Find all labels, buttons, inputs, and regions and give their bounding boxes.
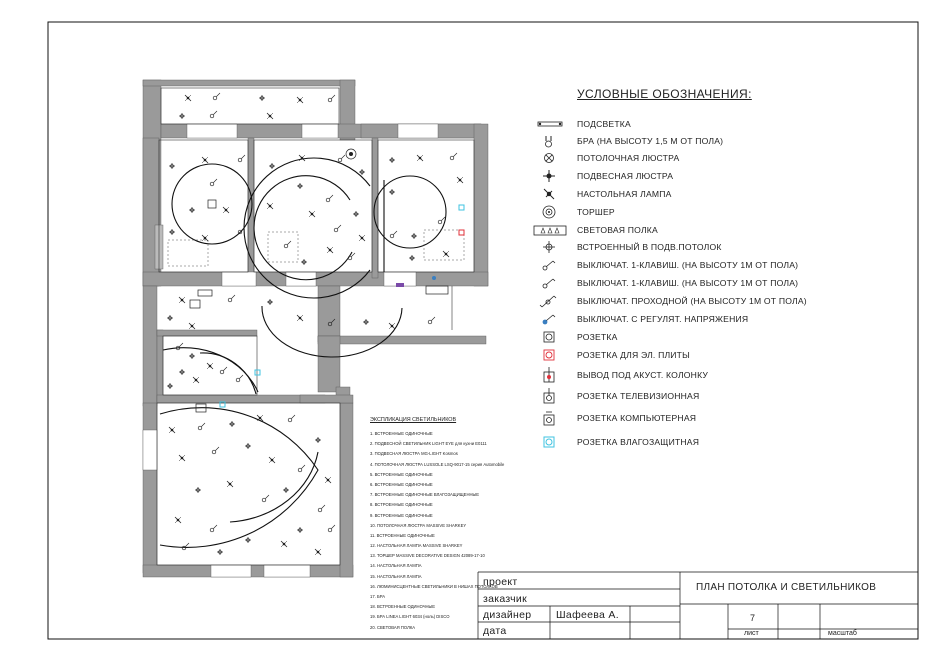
legend-item [533,388,833,404]
fixture-mark [297,527,303,533]
spec-item: 18. ВСТРОЕННЫЕ ОДИНОЧНЫЕ [370,604,436,610]
drawing-title: ПЛАН ПОТОЛКА И СВЕТИЛЬНИКОВ [696,582,877,593]
fixture-mark [207,363,213,369]
fixture-mark [169,229,175,235]
sheet-number: 7 [750,613,756,623]
fixture-mark [220,367,227,374]
fixture-mark [189,207,195,213]
fixture-mark [299,155,305,161]
legend-item-label: РОЗЕТКА КОМПЬЮТЕРНАЯ [577,413,697,423]
fixture-mark [179,369,185,375]
fixture-mark [167,383,173,389]
legend-title: УСЛОВНЫЕ ОБОЗНАЧЕНИЯ: [577,87,752,101]
fixture-mark [284,241,291,248]
switch-1key-icon [533,275,567,291]
fixture-mark [389,189,395,195]
tv-socket-icon [533,388,567,404]
pendant-chandelier-icon [533,168,567,184]
fixture-mark [189,323,195,329]
fixture-mark [353,211,359,217]
fixture-mark [348,253,355,260]
fixture-mark [169,427,175,433]
legend-item [533,239,833,255]
legend-item-label: ПОДВЕСНАЯ ЛЮСТРА [577,171,674,181]
fixture-mark [315,549,321,555]
fixture-mark [327,247,333,253]
fixture-mark [389,157,395,163]
spec-item: 15. НАСТОЛЬНАЯ ЛАМПА [370,573,422,579]
fixture-mark [267,299,273,305]
spec-item: 11. ВСТРОЕННЫЕ ОДИНОЧНЫЕ [370,532,435,538]
spec-item: 2. ПОДВЕСНОЙ СВЕТИЛЬНИК LIGHT EYE для кухни E0111 [370,441,487,447]
designer-name: Шафеева А. [556,609,619,621]
legend-item-label: ТОРШЕР [577,207,615,217]
fixture-mark [328,525,335,532]
spec-item: 4. ПОТОЛОЧНАЯ ЛЮСТРА LUSSOLE LSQ-9017-15 серия Automobile [370,461,505,467]
legend-item [533,168,833,184]
legend-item-label: СВЕТОВАЯ ПОЛКА [577,225,658,235]
spec-item: 10. ПОТОЛОЧНАЯ ЛЮСТРА MASSIVE SHARKEY [370,522,467,528]
legend-item-label: ВСТРОЕННЫЙ В ПОДВ.ПОТОЛОК [577,242,722,252]
spec-item: 9. ВСТРОЕННЫЕ ОДИНОЧНЫЕ [370,512,433,518]
legend-item-label: РОЗЕТКА ДЛЯ ЭЛ. ПЛИТЫ [577,350,690,360]
spec-item: 14. НАСТОЛЬНАЯ ЛАМПА [370,563,422,569]
fixture-mark [328,95,335,102]
stove-socket-icon [533,347,567,363]
fixture-mark [210,179,217,186]
legend-item-label: РОЗЕТКА ВЛАГОЗАЩИТНАЯ [577,437,700,447]
fixture-mark [175,517,181,523]
fixture-mark [227,481,233,487]
legend-item-label: ВЫКЛЮЧАТ. 1-КЛАВИШ. (НА ВЫСОТУ 1М ОТ ПОЛА) [577,260,799,270]
fixture-mark [428,317,435,324]
fixture-mark [334,225,341,232]
fixture-mark [179,113,185,119]
legend-item-label: НАСТОЛЬНАЯ ЛАМПА [577,189,672,199]
label-designer: дизайнер [483,609,532,621]
legend-item-label: ВЫКЛЮЧАТ. 1-КЛАВИШ. (НА ВЫСОТУ 1М ОТ ПОЛА) [577,278,799,288]
label-date: дата [483,625,507,637]
fixture-mark [179,297,185,303]
fixture-mark [269,457,275,463]
label-client: заказчик [483,593,527,605]
fixture-mark [245,443,251,449]
speaker-outlet-icon [533,367,567,383]
legend-item-label: ПОТОЛОЧНАЯ ЛЮСТРА [577,153,680,163]
legend-item [533,204,833,220]
fixture-mark [359,235,365,241]
legend-item [533,275,833,291]
fixture-mark [309,211,315,217]
fixture-mark [411,233,417,239]
fixture-mark [198,423,205,430]
legend-item [533,293,833,309]
legend-item [533,133,833,149]
legend-item [533,311,833,327]
fixture-mark [417,155,423,161]
fixture-mark [229,421,235,427]
legend-item-label: РОЗЕТКА ТЕЛЕВИЗИОННАЯ [577,391,700,401]
fixture-mark [443,251,449,257]
fixture-mark [288,415,295,422]
furniture-dashed [168,230,464,266]
fixture-mark [217,549,223,555]
legend-item [533,434,833,450]
spec-item: 1. ВСТРОЕННЫЕ ОДИНОЧНЫЕ [370,431,433,436]
fixture-mark [297,315,303,321]
floor-lamp-icon [533,204,567,220]
fixture-mark [318,505,325,512]
fixture-mark [267,113,273,119]
fixture-mark [245,537,251,543]
spec-item: 6. ВСТРОЕННЫЕ ОДИНОЧНЫЕ [370,481,433,487]
spec-item: 17. БРА [370,594,386,599]
ceiling-chandelier-icon [533,150,567,166]
fixture-mark [259,95,265,101]
legend-item-label: ВЫВОД ПОД АКУСТ. КОЛОНКУ [577,370,709,380]
fixture-mark [185,95,191,101]
table-lamp-icon [533,186,567,202]
fixture-mark [176,343,183,350]
pass-switch-icon [533,293,567,309]
fixture-mark [283,487,289,493]
legend-item [533,222,833,238]
spec-item: 19. БРА LINEA LIGHT 6034 (ноль) DISCO [370,614,450,620]
fixture-mark [409,255,415,261]
fixture-mark [238,155,245,162]
legend-item [533,367,833,383]
legend-item [533,347,833,363]
legend-item [533,186,833,202]
spec-item: 20. СВЕТОВАЯ ПОЛКА [370,624,416,630]
fixture-mark [315,437,321,443]
switch-1key-icon [533,257,567,273]
fixture-mark [298,465,305,472]
legend-item [533,410,833,426]
fixture-mark [262,495,269,502]
spec-item: 13. ТОРШЕР MASSIVE DECORATIVE DESIGN 42089-17-10 [370,553,485,559]
legend-item [533,116,833,132]
spec-item: 3. ПОДВЕСНАЯ ЛЮСТРА MG-LIGHT Kosmos [370,451,458,457]
fixture-mark [301,259,307,265]
legend-item-label: ВЫКЛЮЧАТ. ПРОХОДНОЙ (НА ВЫСОТУ 1М ОТ ПОЛА) [577,296,807,306]
dimmer-switch-icon [533,311,567,327]
fixture-mark [193,377,199,383]
fixture-mark [326,195,333,202]
fixture-mark [390,231,397,238]
recessed-light-icon [533,239,567,255]
fixture-mark [167,315,173,321]
spec-item: 7. ВСТРОЕННЫЕ ОДИНОЧНЫЕ ВЛАГОЗАЩИЩЕННЫЕ [370,492,479,498]
fixture-mark [325,477,331,483]
plan-color-marks [220,205,464,407]
fixture-mark [179,455,185,461]
legend-item-label: ПОДСВЕТКА [577,119,631,129]
scale-label: масштаб [828,630,857,637]
spec-title: ЭКСПЛИКАЦИЯ СВЕТИЛЬНИКОВ [370,417,457,423]
fixture-mark [189,353,195,359]
light-shelf-icon [533,222,567,238]
legend-item-label: БРА (НА ВЫСОТУ 1,5 М ОТ ПОЛА) [577,136,724,146]
fixture-mark [269,163,275,169]
sheet-label: лист [744,630,759,637]
socket-icon [533,329,567,345]
label-project: проект [483,576,518,588]
legend-item-label: РОЗЕТКА [577,332,618,342]
spec-item: 8. ВСТРОЕННЫЕ ОДИНОЧНЫЕ [370,502,433,508]
fixture-mark [169,163,175,169]
fixture-mark [236,375,243,382]
backlight-icon [533,116,567,132]
fixture-mark [359,169,365,175]
fixture-mark [450,153,457,160]
fixture-mark [202,157,208,163]
fixture-mark [338,155,345,162]
fixture-mark [363,319,369,325]
legend-item [533,257,833,273]
fixture-mark [267,203,273,209]
fixture-mark [297,97,303,103]
fixture-mark [182,543,189,550]
legend-item [533,150,833,166]
fixture-mark [213,93,220,100]
wall-sconce-icon [533,133,567,149]
spec-item: 5. ВСТРОЕННЫЕ ОДИНОЧНЫЕ [370,471,433,477]
fixture-mark [195,487,201,493]
fixture-mark [228,295,235,302]
legend-item [533,329,833,345]
fixture-mark [389,323,395,329]
spec-item: 12. НАСТОЛЬНАЯ ЛАМПА MASSIVE SHARKEY [370,543,463,549]
legend-item-label: ВЫКЛЮЧАТ. С РЕГУЛЯТ. НАПРЯЖЕНИЯ [577,314,749,324]
fixture-mark [212,447,219,454]
fixture-mark [457,177,463,183]
fixture-mark [281,541,287,547]
fixture-mark [297,183,303,189]
spec-item: 16. ЛЮМИНИСЦЕНТНЫЕ СВЕТИЛЬНИКИ В НИШАХ ПОТОЛКОВ [370,583,498,589]
fixture-mark [210,525,217,532]
fixture-mark [210,111,217,118]
fixture-mark [223,207,229,213]
